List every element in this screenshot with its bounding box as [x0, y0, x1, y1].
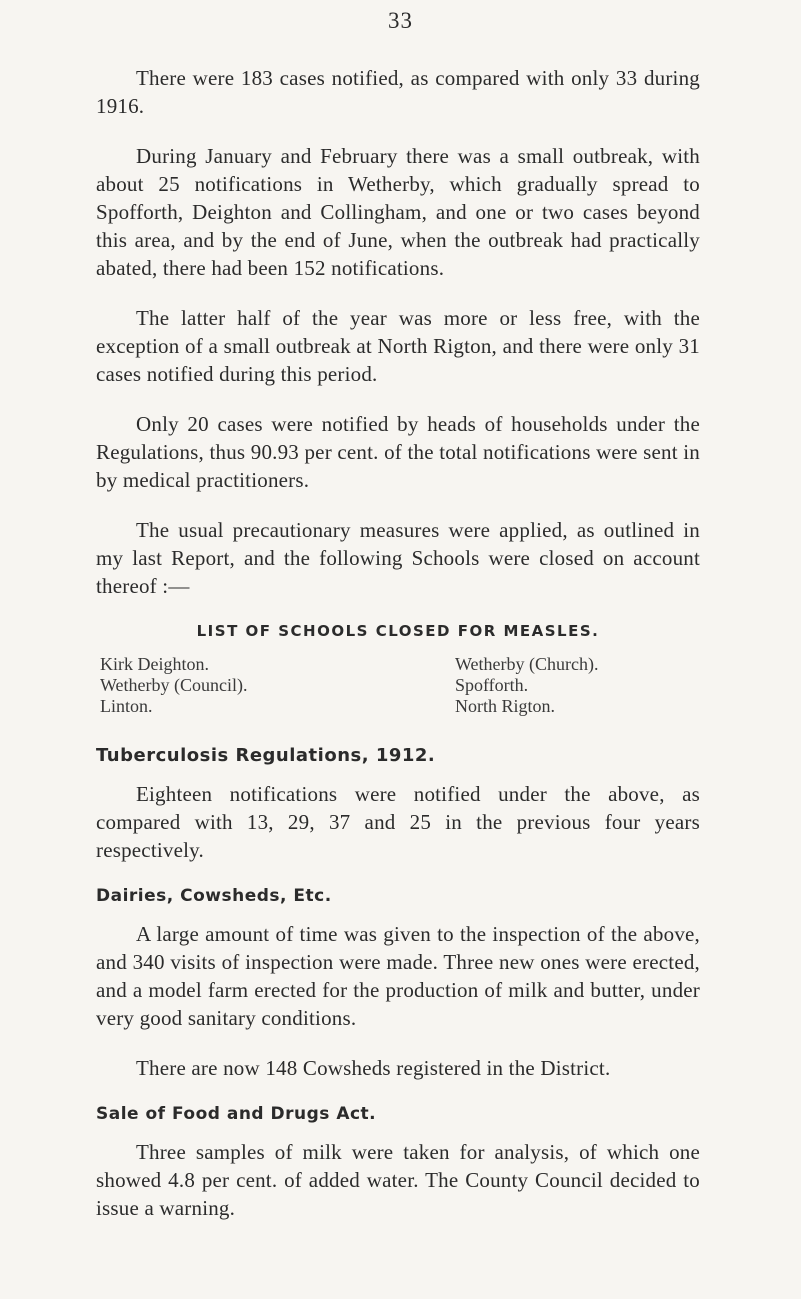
school-item: Spofforth.: [455, 675, 529, 695]
paragraph-precautions: The usual precautionary measures were applied, as outlined in my last Report, and the following Schools were closed on account thereof :—: [96, 518, 700, 598]
schools-column-right: [455, 654, 700, 717]
paragraph-households: Only 20 cases were notified by heads of households under the Regulations, thus 90.93 per cent. of the total notifications were sent in by medical practitioners.: [96, 412, 700, 492]
section-heading-dairies: Dairies, Cowsheds, Etc.: [96, 886, 332, 906]
page-number: 33: [388, 8, 413, 33]
school-item: North Rigton.: [455, 696, 556, 716]
paragraph-outbreak-spring: During January and February there was a small outbreak, with about 25 notifications in Wetherby, which gradually spread to Spofforth, Deighton and Collingham, and one or two cases beyond this area, and by the end of June, when the outbreak had practically abated, there had been 152 notifications.: [96, 144, 700, 280]
paragraph-milk-samples: Three samples of milk were taken for analysis, of which one showed 4.8 per cent. of added water. The County Council decided to issue a warning.: [96, 1140, 700, 1220]
school-item: Linton.: [100, 696, 153, 716]
paragraph-tuberculosis: Eighteen notifications were notified under the above, as compared with 13, 29, 37 and 25 in the previous four years respectively.: [96, 782, 700, 862]
schools-list: [100, 654, 700, 717]
paragraph-cowsheds-registered: There are now 148 Cowsheds registered in the District.: [136, 1056, 611, 1080]
paragraph-measles-total: There were 183 cases notified, as compared with only 33 during 1916.: [96, 66, 700, 118]
schools-column-left: [100, 654, 455, 717]
section-heading-food-drugs: Sale of Food and Drugs Act.: [96, 1104, 377, 1124]
school-item: Wetherby (Church).: [455, 654, 599, 674]
page-content: [96, 64, 700, 1244]
paragraph-latter-half: The latter half of the year was more or less free, with the exception of a small outbreak at North Rigton, and there were only 31 cases notified during this period.: [96, 306, 700, 386]
school-item: Kirk Deighton.: [100, 654, 209, 674]
schools-list-title: LIST OF SCHOOLS CLOSED FOR MEASLES.: [196, 622, 600, 640]
section-heading-tuberculosis: Tuberculosis Regulations, 1912.: [96, 745, 436, 766]
paragraph-dairies-inspection: A large amount of time was given to the inspection of the above, and 340 visits of inspection were made. Three new ones were erected, and a model farm erected for the production of milk and butter, under very good sanitary conditions.: [96, 922, 700, 1030]
school-item: Wetherby (Council).: [100, 675, 248, 695]
